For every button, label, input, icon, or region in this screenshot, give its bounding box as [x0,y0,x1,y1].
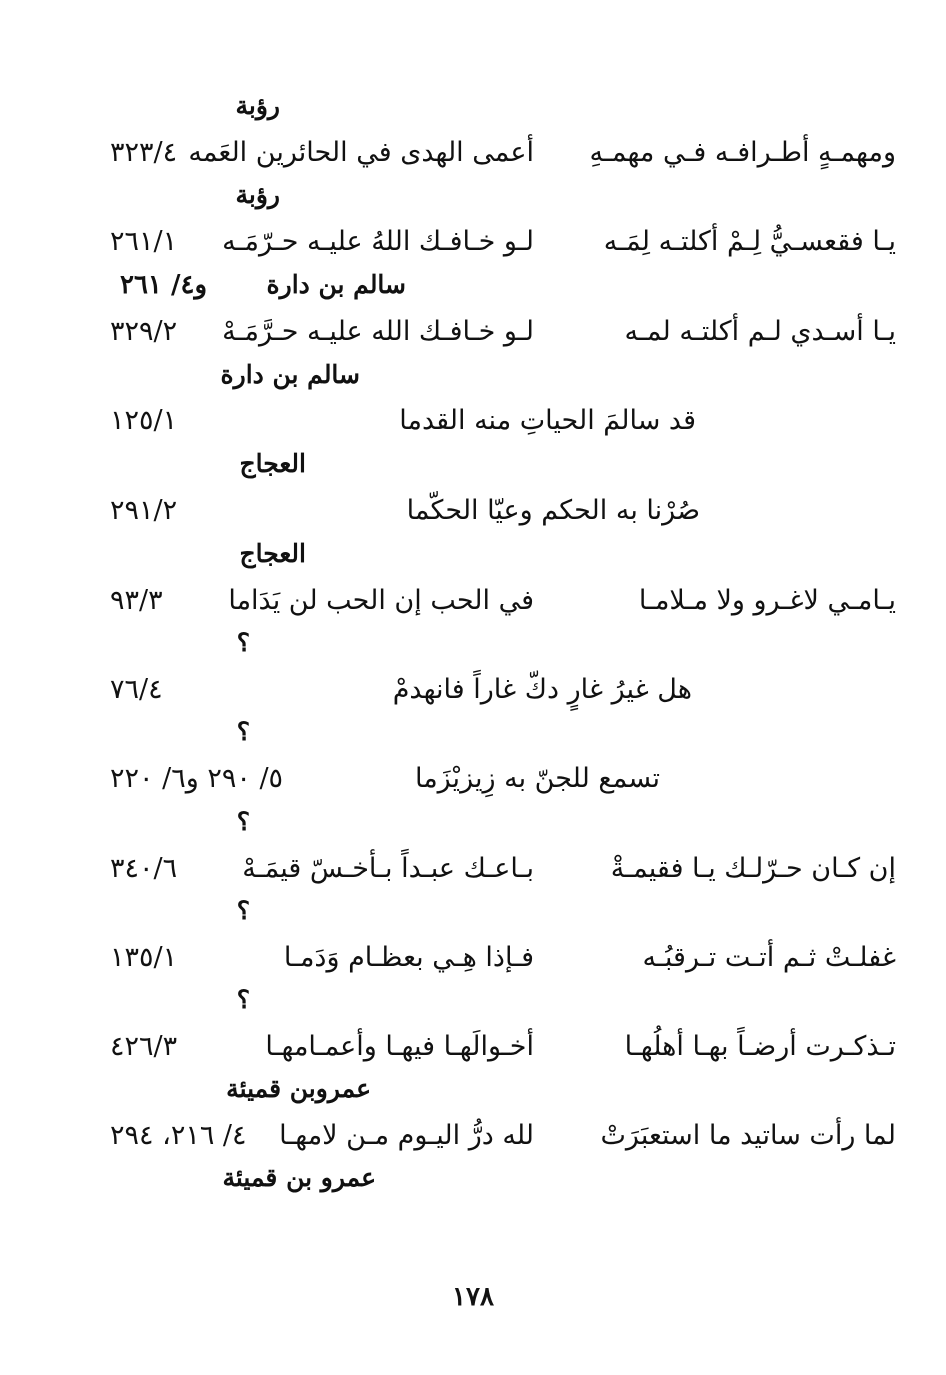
first-hemistich: تـذكـرت أرضـاً بهـا أهلُهـا [624,1031,896,1062]
volume-page-reference: ٣٤٠/٦ [110,853,178,884]
first-hemistich: يـامـي لاغـرو ولا مـلامـا [638,585,896,616]
volume-page-reference: ٢٦١/١ [110,226,178,257]
verse-line [110,219,896,265]
first-hemistich: غفلـتْ ثـم أتـت تـرقبُـه [642,942,896,973]
verse-line [110,1024,896,1070]
poet-name: ؟ [236,896,250,925]
volume-page-reference: ٣٢٣/٤ [110,137,178,168]
verse-line [110,488,896,534]
first-hemistich: يـا فقعسـيُّ لِـمْ أكلتـه لِمَـه [603,226,896,257]
second-hemistich: بـاعـك عبـداً بـأخـسّ قيمَـهْ [242,853,534,884]
verse-line [110,130,896,176]
volume-page-reference: ٩٣/٣ [110,585,163,616]
verse-line [110,935,896,981]
first-hemistich: إن كـان حـرّلـك يـا فقيمـةْ [610,853,896,884]
second-hemistich: في الحب إن الحب لن يَدَاما [228,585,534,616]
hemistich: هل غيرُ غارٍ دكّ غاراً فانهدمْ [392,674,692,705]
hemistich: تسمع للجنّ به زِيزيْزَما [414,763,660,794]
poet-name: ؟ [236,628,250,657]
poet-name: رؤبة [235,180,280,209]
volume-page-reference: ٥/ ٢٩٠ و٦/ ٢٢٠ [110,763,284,794]
verse-line [110,846,896,892]
hemistich: قد سالمَ الحياتِ منه القدما [399,405,696,436]
second-hemistich: لله درُّ اليـوم مـن لامهـا [279,1120,534,1151]
volume-page-reference: ١٢٥/١ [110,405,178,436]
poet-name: عمروبن قميئة [226,1074,371,1103]
second-hemistich: فـإذا هِـي بعظـام وَدَمـا [283,942,534,973]
poet-name: سالم بن دارة [220,360,360,389]
verse-line [110,667,896,713]
second-hemistich: أخـوالَهـا فيهـا وأعمـامهـا [265,1031,534,1062]
poet-additional-reference: و٤/ ٢٦١ [120,270,207,300]
first-hemistich: يـا أسـدي لـم أكلتـه لمـه [624,316,896,347]
verse-line [110,309,896,355]
poet-name: ؟ [236,717,250,746]
volume-page-reference: ٣٢٩/٢ [110,316,178,347]
volume-page-reference: ٤٢٦/٣ [110,1031,178,1062]
poet-name: عمرو بن قميئة [222,1163,376,1192]
volume-page-reference: ٧٦/٤ [110,674,163,705]
poet-name: ؟ [236,985,250,1014]
poet-name: ؟ [236,807,250,836]
verse-line [110,1113,896,1159]
verse-line [110,578,896,624]
volume-page-reference: ٤/ ٢١٦، ٢٩٤ [110,1120,247,1151]
verse-line [110,398,896,444]
poet-name: سالم بن دارة [266,270,406,299]
poet-name: العجاج [239,449,306,478]
poet-name: رؤبة [235,91,280,120]
first-hemistich: ومهمـهٍ أطـرافـه فـي مهمـهِ [589,137,896,168]
second-hemistich: لـو خـافـك الله عليـه حـرَّمَـهْ [222,316,534,347]
second-hemistich: أعمى الهدى في الحائرين العَمه [188,137,534,168]
first-hemistich: لما رأت ساتيد ما استعبَرَتْ [600,1120,896,1151]
poet-name: العجاج [239,539,306,568]
volume-page-reference: ١٣٥/١ [110,942,178,973]
second-hemistich: لـو خـافـك اللهُ عليـه حـرّمَـه [222,226,534,257]
page-number: ١٧٨ [452,1282,494,1312]
verse-line [110,756,896,802]
hemistich: صُرْنا به الحكم وعيّا الحكّما [406,495,700,526]
volume-page-reference: ٢٩١/٢ [110,495,178,526]
